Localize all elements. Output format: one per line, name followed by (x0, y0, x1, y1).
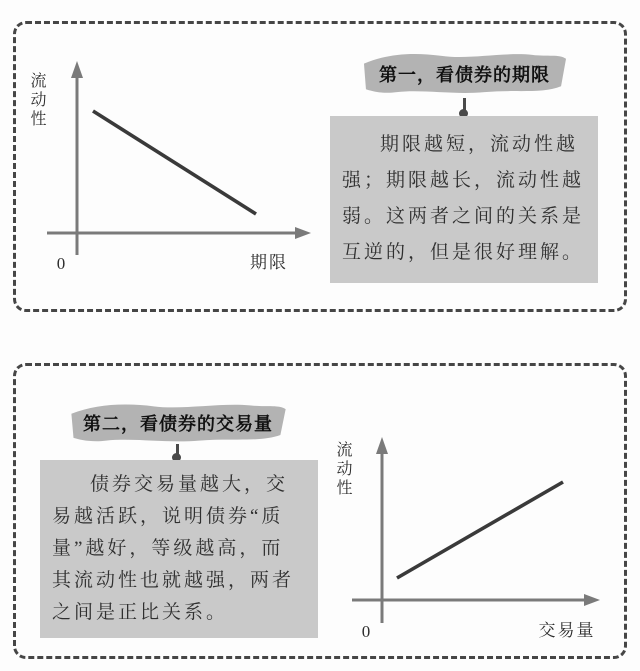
note-line: 弱。这两者之间的关系是 (342, 206, 585, 227)
y-axis-arrowhead (376, 437, 388, 454)
x-axis-label: 交易量 (538, 621, 596, 640)
y-axis-label: 流动性 (334, 441, 351, 498)
origin-label: 0 (56, 254, 68, 273)
note-line: 其流动性也就越强，两者 (52, 570, 295, 591)
note-box-term (330, 116, 598, 283)
note-line: 期限越短，流动性越 (380, 134, 579, 155)
banner-title: 第一，看债券的期限 (379, 64, 550, 85)
x-axis-label: 期限 (250, 253, 288, 272)
section-banner-2 (64, 398, 292, 448)
note-line: 互逆的，但是很好理解。 (342, 242, 585, 263)
data-line-decreasing (93, 111, 256, 214)
note-line: 量”越好，等级越高，而 (52, 538, 284, 559)
x-axis-arrowhead (584, 594, 600, 606)
y-axis-arrowhead (71, 61, 83, 78)
section-banner-1 (357, 47, 572, 100)
banner-title: 第二，看债券的交易量 (83, 414, 273, 434)
note-line: 易越活跃，说明债券“质 (52, 506, 284, 527)
volume-liquidity-chart (340, 423, 630, 655)
y-axis-label: 流动性 (28, 72, 45, 129)
note-line: 债券交易量越大，交 (90, 474, 289, 495)
note-box-volume (40, 460, 318, 638)
note-line: 之间是正比关系。 (52, 602, 229, 623)
origin-label: 0 (361, 622, 373, 641)
data-line-increasing (397, 482, 563, 578)
x-axis-arrowhead (295, 227, 311, 239)
term-liquidity-chart (20, 45, 320, 280)
note-line: 强；期限越长，流动性越 (342, 170, 585, 191)
